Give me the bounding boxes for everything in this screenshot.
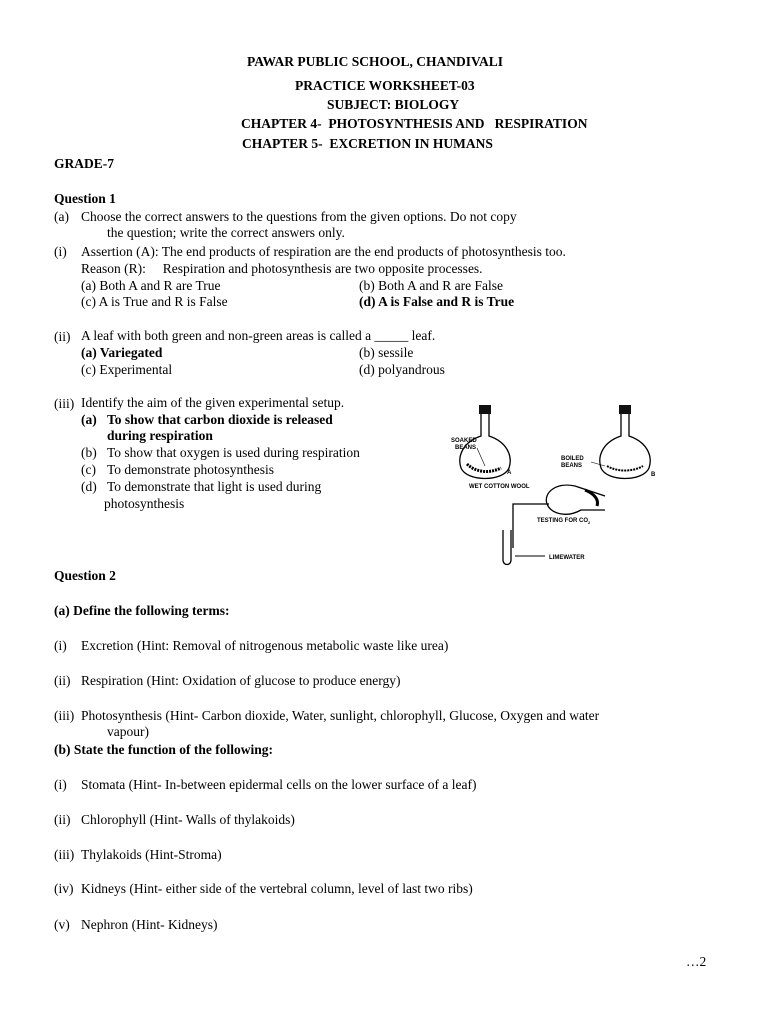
q1-iii-option-a-answer-line-1: To show that carbon dioxide is released <box>107 412 333 427</box>
q1-ii-label: (ii) <box>54 329 71 344</box>
label-limewater: LIMEWATER <box>549 555 585 561</box>
label-wet-cotton: WET COTTON WOOL <box>469 484 530 490</box>
q2b-item-label: (v) <box>54 917 70 932</box>
q1-i-option-c: (c) A is True and R is False <box>81 294 228 309</box>
q1-iii-option-d-line-2: photosynthesis <box>104 496 185 511</box>
q1-ii-option-c: (c) Experimental <box>81 362 173 377</box>
question-1-title: Question 1 <box>54 191 116 206</box>
q1-ii-option-d: (d) polyandrous <box>359 362 445 377</box>
q1a-instruction-line-2: the question; write the correct answers only. <box>107 225 345 240</box>
q1-i-option-b: (b) Both A and R are False <box>359 278 503 293</box>
q2a-heading: (a) Define the following terms: <box>54 603 230 618</box>
chapter-4-title: CHAPTER 4- PHOTOSYNTHESIS AND RESPIRATION <box>241 116 588 131</box>
label-soaked-line-2: BEANS <box>455 445 477 451</box>
q1-iii-label: (iii) <box>54 396 75 411</box>
q2a-item-label: (i) <box>54 638 67 653</box>
q2b-item-text: Chlorophyll (Hint- Walls of thylakoids) <box>81 812 295 827</box>
page-continuation-marker: …2 <box>686 954 707 969</box>
q1-iii-option-d-line-1: To demonstrate that light is used during <box>107 479 322 494</box>
q2b-item-label: (iv) <box>54 881 74 896</box>
flask-b <box>600 405 650 479</box>
experiment-setup-figure <box>445 400 675 570</box>
q1-iii-option-c: To demonstrate photosynthesis <box>107 462 275 477</box>
q1-ii-option-b: (b) sessile <box>359 345 414 360</box>
chapter-5-title: CHAPTER 5- EXCRETION IN HUMANS <box>242 136 493 151</box>
q2a-item-label: (ii) <box>54 673 71 688</box>
q2a-item-text: Photosynthesis (Hint- Carbon dioxide, Water, sunlight, chlorophyll, Glucose, Oxygen and water <box>81 708 600 723</box>
q1-iii-option-a-answer-line-2: during respiration <box>107 428 213 443</box>
label-flask-b: B <box>651 472 656 478</box>
q2a-item-text: Excretion (Hint: Removal of nitrogenous metabolic waste like urea) <box>81 638 449 653</box>
q2b-item-label: (ii) <box>54 812 71 827</box>
q2b-item-text: Stomata (Hint- In-between epidermal cells on the lower surface of a leaf) <box>81 777 477 792</box>
school-name: PAWAR PUBLIC SCHOOL, CHANDIVALI <box>247 54 504 69</box>
label-flask-a: A <box>507 470 512 476</box>
q1-iii-option-c-label: (c) <box>81 462 96 477</box>
q1-i-option-a: (a) Both A and R are True <box>81 278 221 293</box>
q1-iii-option-b: To show that oxygen is used during respiration <box>107 445 360 460</box>
q2b-item-text: Kidneys (Hint- either side of the vertebral column, level of last two ribs) <box>81 881 473 896</box>
worksheet-title: PRACTICE WORKSHEET-03 <box>295 78 475 93</box>
label-boiled-line-2: BEANS <box>561 463 583 469</box>
label-testing-co2: TESTING FOR $CO_2$ <box>537 518 591 525</box>
q2b-heading: (b) State the function of the following: <box>54 742 273 757</box>
label-boiled-line-1: BOILED <box>561 456 584 462</box>
q1-ii-question: A leaf with both green and non-green areas is called a _____ leaf. <box>81 328 436 343</box>
q1-ii-option-a-answer: (a) Variegated <box>81 345 163 360</box>
q1-i-reason: Reason (R): Respiration and photosynthesis are two opposite processes. <box>81 261 483 276</box>
q1-i-assertion: Assertion (A): The end products of respiration are the end products of photosynthesis too. <box>81 244 566 259</box>
subject-title: SUBJECT: BIOLOGY <box>327 97 460 112</box>
q1a-label: (a) <box>54 209 69 224</box>
q2b-item-text: Nephron (Hint- Kidneys) <box>81 917 218 932</box>
q1-i-label: (i) <box>54 244 67 259</box>
q1-i-option-d-answer: (d) A is False and R is True <box>359 294 515 309</box>
q2a-item-text-continued: vapour) <box>107 724 149 739</box>
label-soaked-line-1: SOAKED <box>451 438 477 444</box>
q1-iii-option-a-label: (a) <box>81 412 97 427</box>
q2a-item-label: (iii) <box>54 708 75 723</box>
q2b-item-text: Thylakoids (Hint-Stroma) <box>81 847 222 862</box>
q1-iii-question: Identify the aim of the given experimental setup. <box>81 395 345 410</box>
q2b-item-label: (i) <box>54 777 67 792</box>
q1-iii-option-d-label: (d) <box>81 479 97 494</box>
q2b-item-label: (iii) <box>54 847 75 862</box>
q1a-instruction-line-1: Choose the correct answers to the questions from the given options. Do not copy <box>81 209 517 224</box>
grade-label: GRADE-7 <box>54 156 114 171</box>
question-2-title: Question 2 <box>54 568 116 583</box>
q1-iii-option-b-label: (b) <box>81 445 97 460</box>
q2a-item-text: Respiration (Hint: Oxidation of glucose to produce energy) <box>81 673 401 688</box>
